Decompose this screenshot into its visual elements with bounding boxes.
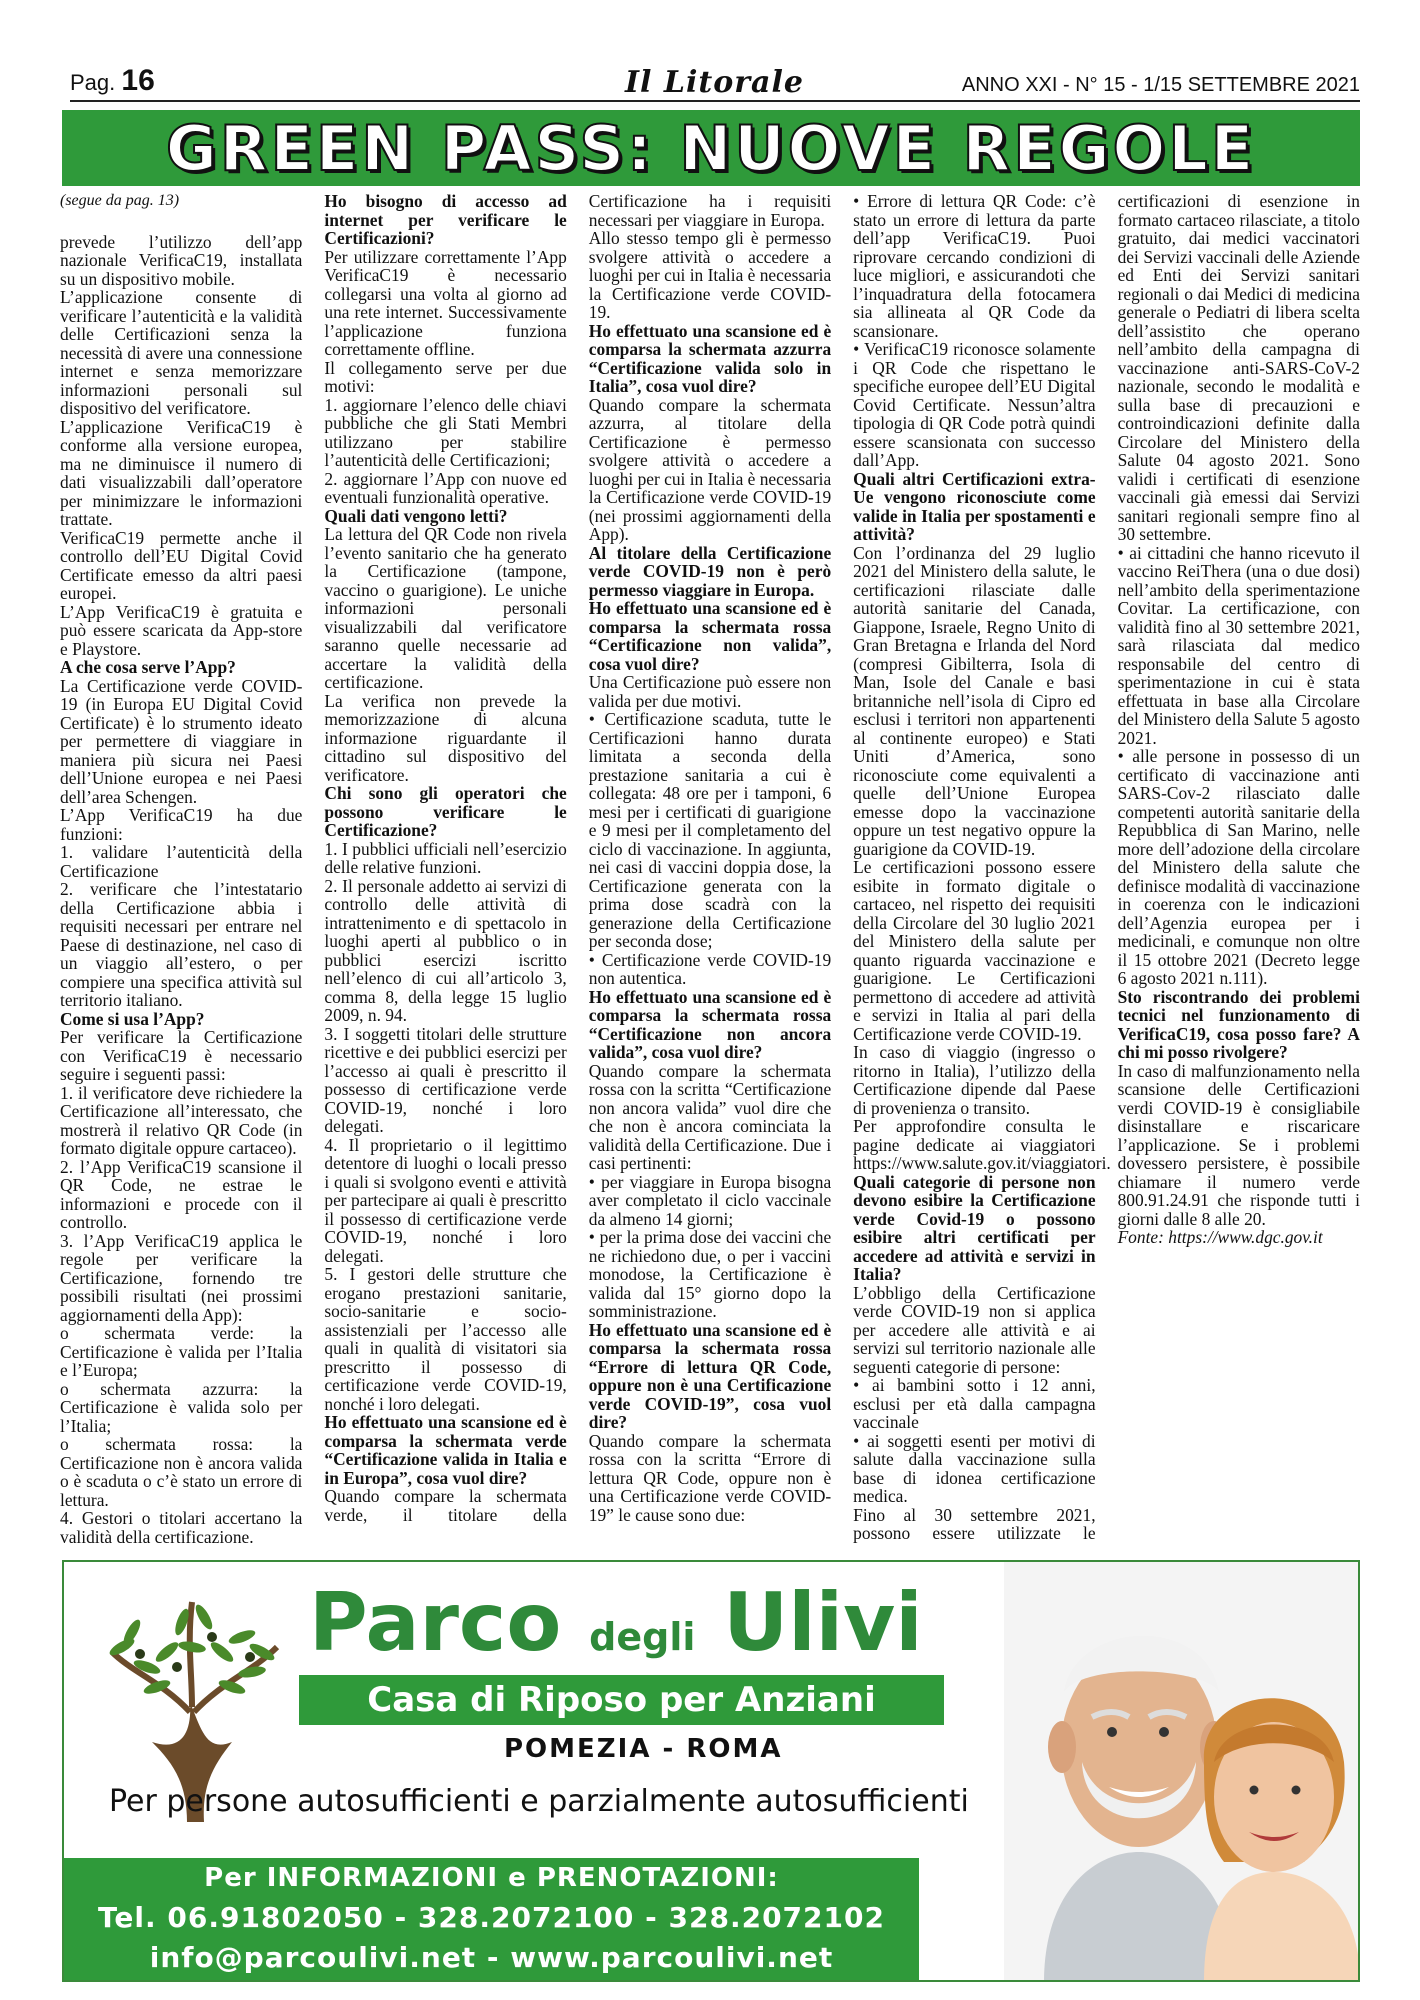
article-paragraph: 4. Il proprietario o il legittimo detentore di luoghi o locali presso i quali si svolgono eventi e attività per partecipare ai quali è prescritto il possesso di certificazione verde COVID-19, nonché i loro delegati. [324,1134,567,1266]
article-paragraph: prevede l’utilizzo dell’app nazionale VerificaC19, installata su un dispositivo mobile. [60,231,303,289]
article-paragraph: • alle persone in possesso di un certificato di vaccinazione anti SARS-Cov-2 rilasciato dalle competenti autorità sanitarie della Repubblica di San Marino, nelle more dell’adozione della circolare del Ministero della salute che definisce modalità di vaccinazione in coerenza con le indicazioni dell’Agenzia europea per i medicinali, e comunque non oltre il 15 ottobre 2021 (Decreto legge 6 agosto 2021 n.111). [1117,746,1360,988]
title-banner [62,110,1360,186]
continued-note: (segue da pag. 13) [60,192,180,209]
ad-tagline: Per persone autosufficienti e parzialmente autosufficienti [109,1784,969,1819]
elderly-couple-photo [1004,1562,1360,1982]
page-number-value: 16 [121,64,155,97]
article-paragraph: • ai bambini sotto i 12 anni, esclusi per età dalla campagna vaccinale [853,1375,1096,1432]
article-paragraph: • Certificazione scaduta, tutte le Certificazioni hanno durata limitata a seconda della prestazione sanitaria a cui è collegata: 48 ore per i tamponi, 6 mesi per i certificati di guarigione e 9 mesi per il completamento del ciclo di vaccinazione. In aggiunta, nei casi di vaccini doppia dose, la Certificazione generata con la prima dose scadrà con la generazione della Certificazione per seconda dose; [588,709,832,951]
article-paragraph: 4. Gestori o titolari accertano la validità della certificazione. [60,1508,303,1547]
article-paragraph: La verifica non prevede la memorizzazione di alcuna informazione riguardante il cittadino sul dispositivo del verificatore. [324,690,567,785]
article-question: Chi sono gli operatori che possono verificare le Certificazione? [324,783,567,840]
article-paragraph: VerificaC19 permette anche il controllo dell’EU Digital Covid Certificate emesso da altri paesi europei. [60,527,303,603]
advertisement [62,1560,1360,1982]
article-paragraph: La lettura del QR Code non rivela l’evento sanitario che ha generato la Certificazione (tampone, vaccino o guarigione). Le uniche informazioni personali visualizzabili dal verificatore saranno quelle necessarie ad accertare la validità della certificazione. [324,524,567,692]
article-paragraph: Quando compare la schermata rossa con la scritta “Certificazione non ancora valida” vuol dire che che non è ancora cominciata la validità della Certificazione. Due i casi pertinenti: [588,1060,832,1173]
article-paragraph: o schermata azzurra: la Certificazione è valida solo per l’Italia; [60,1378,303,1436]
masthead: Il Litorale [625,65,804,100]
contact-phones: Tel. 06.91802050 - 328.2072100 - 328.2072102 [98,1901,885,1934]
page-title: GREEN PASS: NUOVE REGOLE [165,111,1257,185]
article-question: A che cosa serve l’App? [60,657,236,677]
article-paragraph: L’applicazione consente di verificare l’autenticità e la validità delle Certificazioni senza la necessità di avere una connessione internet e senza memorizzare informazioni personali sul dispositivo del verificatore. [60,287,303,418]
article-paragraph: 2. Il personale addetto ai servizi di controllo delle attività di intrattenimento e di spettacolo in luoghi aperti al pubblico o in pubblici esercizi iscritto nell’elenco di cui all’articolo 3, comma 8, della legge 15 luglio 2009, n. 94. [324,875,567,1025]
page-label: Pag. [70,70,116,95]
article-paragraph: • per viaggiare in Europa bisogna aver completato il ciclo vaccinale da almeno 14 giorni; [588,1171,832,1229]
article-question: Ho effettuato una scansione ed è comparsa la schermata azzurra “Certificazione valida solo in Italia”, cosa vuol dire? [588,320,832,396]
brand-name [309,1578,923,1682]
ad-subtitle: Casa di Riposo per Anziani [299,1675,944,1725]
article-paragraph: 5. I gestori delle strutture che erogano prestazioni sanitarie, socio-sanitarie e socio-assistenziali per l’accesso alle quali in qualità di visitatori sia prescritto il possesso di certificazione verde COVID-19, nonché i loro delegati. [324,1264,567,1414]
article-paragraph: Fino al 30 settembre 2021, possono essere utilizzate le certificazioni di esenzione in formato cartaceo rilasciate, a titolo gratuito, dai medici vaccinatori dei Servizi vaccinali delle Aziende ed Enti dei Servizi sanitari regionali o dai Medici di medicina generale o Pediatri di libera scelta dell’assistito che operano nell’ambito della campagna di vaccinazione anti-SARS-CoV-2 nazionale, secondo le modalità e sulla base di precauzioni e controindicazioni definite dalla Circolare del Ministero della Salute 04 agosto 2021. Sono validi i certificati di esenzione vaccinali già emessi dai Servizi sanitari regionali sempre fino al 30 settembre. [853,191,1360,1543]
contact-web: info@parcoulivi.net - www.parcoulivi.net [149,1941,834,1974]
article-question: Quali categorie di persone non devono esibire la Certificazione verde Covid-19 o possono esibire altri certificati per accedere ad attività e servizi in Italia? [853,1171,1096,1284]
article-question: Ho effettuato una scansione ed è comparsa la schermata rossa “Certificazione non valida”, cosa vuol dire? [588,598,832,674]
article-paragraph: • ai cittadini che hanno ricevuto il vaccino ReiThera (una o due dosi) nell’ambito della sperimentazione Covitar. La certificazione, con validità fino al 30 settembre 2021, sarà rilasciata dal medico responsabile del centro di sperimentazione in cui è stata effettuata in base alla Circolare del Ministero della Salute 5 agosto 2021. [1117,542,1360,748]
issue-info: ANNO XXI - N° 15 - 1/15 SETTEMBRE 2021 [961,74,1360,96]
article-paragraph: 2. verificare che l’intestatario della Certificazione abbia i requisiti necessari per entrare nel Paese di destinazione, nel caso di un viaggio all’estero, o per compiere una specifica attività sul territorio italiano. [60,879,303,1010]
page-header [70,62,1360,102]
article-paragraph: Quando compare la schermata azzurra, al titolare della Certificazione è permesso svolgere attività o accedere a luoghi per cui in Italia è necessaria la Certificazione verde COVID-19 (nei prossimi aggiornamenti della App). [588,394,832,544]
article-question: Ho effettuato una scansione ed è comparsa la schermata verde “Certificazione valida in Italia e in Europa”, cosa vuol dire? [324,1412,567,1488]
article-paragraph: L’App VerificaC19 ha due funzioni: [60,805,303,844]
article-paragraph: • per la prima dose dei vaccini che ne richiedono due, o per i vaccini monodose, la Certificazione è valida dal 15° giorno dopo la somministrazione. [588,1227,832,1321]
article-paragraph: • Errore di lettura QR Code: c’è stato un errore di lettura da parte dell’app VerificaC19. Puoi riprovare cercando condizioni di luce migliori, e assicurandoti che l’inquadratura della fotocamera sia allineata al QR Code da scansionare. [853,191,1096,341]
article-paragraph: 3. I soggetti titolari delle strutture ricettive e dei pubblici esercizi per l’accesso ai quali è prescritto il possesso di certificazione verde COVID-19, nonché i loro delegati. [324,1023,567,1136]
article-question: Ho bisogno di accesso ad internet per verificare le Certificazioni? [324,191,567,248]
article-paragraph: • Certificazione verde COVID-19 non autentica. [588,949,832,988]
article-question: Al titolare della Certificazione verde COVID-19 non è però permesso viaggiare in Europa. [588,542,832,600]
brand-end: Ulivi [723,1576,923,1669]
article-paragraph: 1. aggiornare l’elenco delle chiavi pubbliche che gli Stati Membri utilizzano per stabilire l’autenticità delle Certificazioni; [324,394,567,470]
article-paragraph: 1. I pubblici ufficiali nell’esercizio delle relative funzioni. [324,838,567,877]
contact-header: Per INFORMAZIONI e PRENOTAZIONI: [204,1863,779,1893]
article-body [60,192,1360,1547]
article-paragraph: o schermata verde: la Certificazione è valida per l’Italia e l’Europa; [60,1323,303,1380]
article-paragraph: 1. il verificatore deve richiedere la Certificazione all’interessato, che mostrerà il relativo QR Code (in formato digitale oppure cartaceo). [60,1082,303,1158]
article-paragraph: 2. aggiornare l’App con nuove ed eventuali funzionalità operative. [324,468,567,507]
article-paragraph: 3. l’App VerificaC19 applica le regole per verificare la Certificazione, fornendo tre possibili risultati (nei prossimi aggiornamenti della App): [60,1230,303,1325]
contact-box [64,1858,919,1982]
article-paragraph: Per verificare la Certificazione con VerificaC19 è necessario seguire i seguenti passi: [60,1027,303,1084]
brand-small: degli [589,1615,696,1659]
article-paragraph: Una Certificazione può essere non valida per due motivi. [588,672,832,711]
article-paragraph: In caso di viaggio (ingresso o ritorno in Italia), l’utilizzo della Certificazione dipende dal Paese di provenienza o transito. [853,1042,1096,1118]
article-question: Quali altri Certificazioni extra-Ue vengono riconosciute come valide in Italia per spostamenti e attività? [853,468,1096,544]
article-question: Sto riscontrando dei problemi tecnici nel funzionamento di VerificaC19, cosa posso fare? A chi mi posso rivolgere? [1117,986,1360,1062]
article-question: Ho effettuato una scansione ed è comparsa la schermata rossa “Certificazione non ancora valida”, cosa vuol dire? [588,986,832,1062]
article-paragraph: L’App VerificaC19 è gratuita e può essere scaricata da App-store e Playstore. [60,601,303,659]
page-number [70,64,155,98]
article-paragraph: Per utilizzare correttamente l’App VerificaC19 è necessario collegarsi una volta al giorno ad una rete internet. Successivamente l’applicazione funziona correttamente offline. [324,246,567,359]
article-paragraph: • VerificaC19 riconosce solamente i QR Code che rispettano le specifiche europee dell’EU Digital Covid Certificate. Nessun’altra tipologia di QR Code potrà quindi essere scansionata con successo dall’App. [853,339,1096,470]
article-paragraph: L’obbligo della Certificazione verde COVID-19 non si applica per accedere alle attività e ai servizi sul territorio nazionale alle seguenti categorie di persone: [853,1282,1096,1377]
article-question: Quali dati vengono letti? [324,505,508,526]
ad-city: POMEZIA - ROMA [504,1734,783,1764]
article-paragraph: Il collegamento serve per due motivi: [324,357,567,396]
article-paragraph: o schermata rossa: la Certificazione non è ancora valida o è scaduta o c’è stato un errore di lettura. [60,1434,303,1510]
article-paragraph: Per approfondire consulta le pagine dedicate ai viaggiatori https://www.salute.gov.it/viaggiatori. [853,1116,1111,1173]
article-paragraph: Con l’ordinanza del 29 luglio 2021 del Ministero della salute, le certificazioni rilasciate dalle autorità sanitarie del Canada, Giappone, Israele, Regno Unito di Gran Bretagna e Irlanda del Nord (compresi Gibilterra, Isola di Man, Isole del Canale e basi britanniche nell’isola di Cipro ed esclusi i territori non appartenenti al continente europeo) e Stati Uniti d’America, sono riconosciute come equivalenti a quelle dell’Unione Europea emesse dopo la vaccinazione oppure un test negativo oppure la guarigione da COVID-19. [853,542,1096,859]
article-paragraph: La Certificazione verde COVID-19 (in Europa EU Digital Covid Certificate) è lo strumento ideato per permettere di viaggiare in maniera più sicura nei Paesi dell’Unione europea e nei Paesi dell’area Schengen. [60,675,303,807]
article-paragraph: Allo stesso tempo gli è permesso svolgere attività o accedere a luoghi per cui in Italia è necessaria la Certificazione verde COVID-19. [588,228,832,322]
article-source: Fonte: https://www.dgc.gov.it [1117,1227,1323,1247]
article-paragraph: • ai soggetti esenti per motivi di salute dalla vaccinazione sulla base di idonea certificazione medica. [853,1430,1096,1506]
article-question: Ho effettuato una scansione ed è comparsa la schermata rossa “Errore di lettura QR Code, oppure non è una Certificazione verde COVID-19”, cosa vuol dire? [588,1319,832,1432]
article-paragraph: Le certificazioni possono essere esibite in formato digitale o cartaceo, nel rispetto dei requisiti della Circolare del 30 luglio 2021 del Ministero della salute per quanto riguarda vaccinazione e guarigione. Le Certificazioni permettono di accedere ad attività e servizi in Italia al pari della Certificazione verde COVID-19. [853,857,1096,1044]
brand-main: Parco [309,1576,562,1669]
article-paragraph: Quando compare la schermata verde, il titolare della Certificazione ha i requisiti necessari per viaggiare in Europa. [324,191,832,1525]
article-paragraph: Quando compare la schermata rossa con la scritta “Errore di lettura QR Code, oppure non è una Certificazione verde COVID-19” le cause sono due: [588,1430,832,1525]
article-paragraph: In caso di malfunzionamento nella scansione delle Certificazioni verdi COVID-19 è consigliabile disinstallare e riscaricare l’applicazione. Se i problemi dovessero persistere, è possibile chiamare il numero verde 800.91.24.91 che risponde tutti i giorni dalle 8 alle 20. [1117,1060,1360,1229]
article-paragraph: 1. validare l’autenticità della Certificazione [60,842,303,881]
article-paragraph: L’applicazione VerificaC19 è conforme alla versione europea, ma ne diminuisce il numero di dati visualizzabili dall’operatore per minimizzare le informazioni trattate. [60,416,303,529]
article-question: Come si usa l’App? [60,1008,205,1029]
article-paragraph: 2. l’App VerificaC19 scansione il QR Code, ne estrae le informazioni e procede con il controllo. [60,1156,303,1232]
